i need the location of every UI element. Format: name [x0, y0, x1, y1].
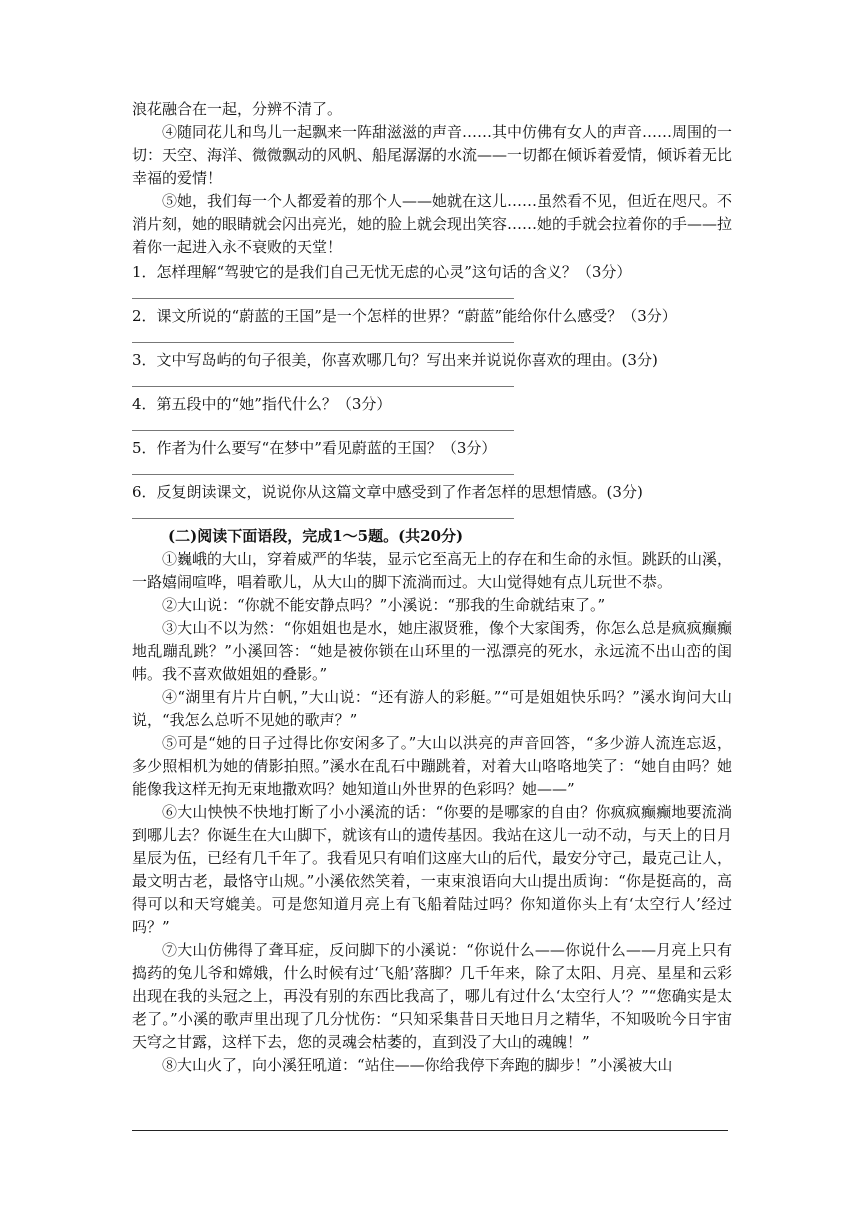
- question-4: 4．第五段中的“她”指代什么？（3分）: [132, 395, 392, 413]
- story-paragraph-7: ⑦大山仿佛得了聋耳症，反问脚下的小溪说：“你说什么——你说什么——月亮上只有捣药的兔儿爷和嫦娥，什么时候有过‘飞船’落脚？几千年来，除了太阳、月亮、星星和云彩出现在我的头冠之上，再没有别的东西比我高了，哪儿有过什么‘太空行人’？”“您确实是太老了。”小溪的歌声里出现了几分忧伤：“只知采集昔日天地日月之精华，不知吸吮今日宇宙天穹之甘露，这样下去，您的灵魂会枯萎的，直到没了大山的魂魄！”: [132, 941, 732, 1051]
- story-paragraph-8: ⑧大山火了，向小溪狂吼道：“站住——你给我停下奔跑的脚步！”小溪被大山: [162, 1056, 673, 1074]
- answer-line-6[interactable]: [132, 504, 514, 519]
- paragraph-4: ④随同花儿和鸟儿一起飘来一阵甜滋滋的声音……其中仿佛有女人的声音……周围的一切：天空、海洋、微微飘动的风帆、船尾潺潺的水流——一切都在倾诉着爱情，倾诉着无比幸福的爱情！: [132, 123, 733, 187]
- story-paragraph-1: ①巍峨的大山，穿着威严的华装，显示它至高无上的存在和生命的永恒。跳跃的山溪，一路嬉闹喧哗，唱着歌儿，从大山的脚下流淌而过。大山觉得她有点儿玩世不恭。: [132, 550, 733, 591]
- answer-line-3[interactable]: [132, 372, 514, 387]
- question-2: 2．课文所说的“蔚蓝的王国”是一个怎样的世界？“蔚蓝”能给你什么感受？（3分）: [132, 307, 677, 325]
- document-page: [132, 98, 732, 1077]
- question-6: 6．反复朗读课文，说说你从这篇文章中感受到了作者怎样的思想情感。(3分): [132, 483, 643, 501]
- question-5: 5．作者为什么要写“在梦中”看见蔚蓝的王国？（3分）: [132, 439, 497, 457]
- answer-line-1[interactable]: [132, 284, 514, 299]
- passage-continuation: 浪花融合在一起，分辨不清了。: [132, 100, 343, 118]
- question-3: 3．文中写岛屿的句子很美，你喜欢哪几句？写出来并说说你喜欢的理由。(3分): [132, 351, 658, 369]
- footer-divider: [132, 1130, 728, 1131]
- story-paragraph-3: ③大山不以为然：“你姐姐也是水，她庄淑贤雅，像个大家闺秀，你怎么总是疯疯癫癫地乱蹦乱跳？”小溪回答：“她是被你锁在山环里的一泓漂亮的死水，永远流不出山峦的闺帏。我不喜欢做姐姐的叠影。”: [132, 619, 732, 683]
- answer-line-4[interactable]: [132, 416, 514, 431]
- story-paragraph-5: ⑤可是“她的日子过得比你安闲多了。”大山以洪亮的声音回答，“多少游人流连忘返，多少照相机为她的倩影拍照。”溪水在乱石中蹦跳着，对着大山咯咯地笑了：“她自由吗？她能像我这样无拘无束地撒欢吗？她知道山外世界的色彩吗？她——”: [132, 734, 732, 798]
- answer-line-2[interactable]: [132, 328, 514, 343]
- story-paragraph-6: ⑥大山怏怏不快地打断了小小溪流的话：“你要的是哪家的自由？你疯疯癫癫地要流淌到哪儿去？你诞生在大山脚下，就该有山的遗传基因。我站在这儿一动不动，与天上的日月星辰为伍，已经有几千年了。我看见只有咱们这座大山的后代，最安分守己，最克己让人，最文明古老，最恪守山规。”小溪依然笑着，一束束浪语向大山提出质询：“你是挺高的，高得可以和天穹媲美。可是您知道月亮上有飞船着陆过吗？你知道你头上有‘太空行人’经过吗？”: [132, 803, 733, 936]
- section-heading: (二)阅读下面语段，完成1～5题。(共20分): [168, 527, 464, 545]
- answer-line-5[interactable]: [132, 460, 514, 475]
- question-1: 1．怎样理解“驾驶它的是我们自己无忧无虑的心灵”这句话的含义？（3分）: [132, 263, 632, 281]
- paragraph-5: ⑤她，我们每一个人都爱着的那个人——她就在这儿……虽然看不见，但近在咫尺。不消片刻，她的眼睛就会闪出亮光，她的脸上就会现出笑容……她的手就会拉着你的手——拉着你一起进入永不衰败的天堂！: [132, 192, 733, 256]
- story-paragraph-2: ②大山说：“你就不能安静点吗？”小溪说：“那我的生命就结束了。”: [162, 596, 606, 614]
- story-paragraph-4: ④“湖里有片片白帆，”大山说：“还有游人的彩艇。”“可是姐姐快乐吗？”溪水询问大山说，“我怎么总听不见她的歌声？”: [132, 688, 732, 729]
